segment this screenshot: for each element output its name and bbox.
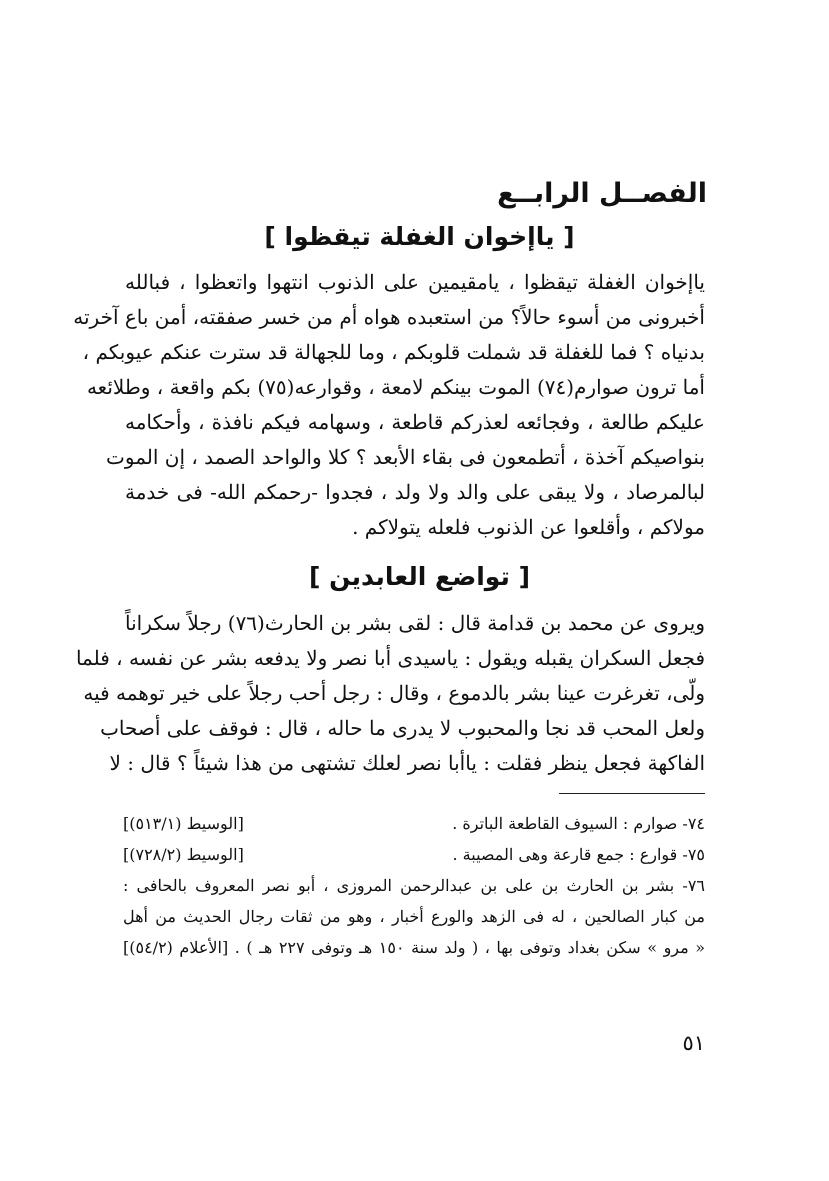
footnote-text: ٧٥- قوارع : جمع قارعة وهى المصيبة . (452, 845, 705, 864)
text-line: مولاكم ، وأقلعوا عن الذنوب فلعله يتولاكم . (352, 515, 705, 539)
footnote-76-line: من كبار الصالحين ، له فى الزهد والورع أخبار ، وهو من ثقات رجال الحديث من أهل (123, 907, 705, 926)
page-number: ٥١ (682, 1031, 705, 1055)
text-line: أما ترون صوارم(٧٤) الموت بينكم لامعة ، وقوارعه(٧٥) بكم واقعة ، وطلائعه (86, 375, 705, 399)
footnote-76-line: ٧٦- بشر بن الحارث بن على بن عبدالرحمن المروزى ، أبو نصر المعروف بالحافى : (123, 876, 705, 895)
section-heading-humility: [ تواضع العابدين ] (309, 562, 530, 591)
text-line: بدنياه ؟ فما للغفلة قد شملت قلوبكم ، وما للجهالة قد سترت عنكم عيوبكم ، (82, 340, 705, 364)
section-heading-wake-up: [ ياإخوان الغفلة تيقظوا ] (264, 222, 575, 251)
text-line: لبالمرصاد ، ولا يبقى على والد ولا ولد ، فجدوا -رحمكم الله- فى خدمة (125, 480, 705, 504)
footnote-75 (123, 839, 705, 870)
paragraph-wake-up (73, 265, 705, 545)
text-line: بنواصيكم آخذة ، أتطمعون فى بقاء الأبعد ؟ كلا والواحد الصمد ، إن الموت (106, 445, 705, 469)
text-line: ياإخوان الغفلة تيقظوا ، يامقيمين على الذنوب انتهوا واتعظوا ، فبالله (125, 270, 705, 294)
footnote-source: [الوسيط (٧٢٨/٢)] (123, 845, 244, 864)
text-line: أخبرونى من أسوء حالاً؟ من استعبده هواه أم من خسر صفقته، أمن باع آخرته (73, 305, 705, 329)
text-line: الفاكهة فجعل ينظر فقلت : ياأبا نصر لعلك تشتهى من هذا شيئاً ؟ قال : لا (109, 751, 705, 775)
chapter-title: الفصــل الرابــع (497, 178, 707, 209)
text-line: ولّى، تغرغرت عينا بشر بالدموع ، وقال : رجل أحب رجلاً على خير توهمه فيه (83, 681, 705, 705)
footnotes (123, 808, 705, 963)
footnote-76-line: « مرو » سكن بغداد وتوفى بها ، ( ولد سنة ١٥٠ هـ وتوفى ٢٢٧ هـ ) . [الأعلام (٥٤/٢)] (123, 938, 706, 957)
footnote-74 (123, 808, 705, 839)
text-line: ولعل المحب قد نجا والمحبوب لا يدرى ما حاله ، قال : فوقف على أصحاب (100, 716, 705, 740)
paragraph-humility (75, 606, 706, 781)
footnote-source: [الوسيط (٥١٣/١)] (123, 814, 244, 833)
text-line: ويروى عن محمد بن قدامة قال : لقى بشر بن الحارث(٧٦) رجلاً سكراناً (125, 611, 706, 635)
text-line: فجعل السكران يقبله ويقول : ياسيدى أبا نصر ولا يدفعه بشر عن نفسه ، فلما (75, 646, 705, 670)
footnote-divider (559, 793, 705, 794)
text-line: عليكم طالعة ، وفجائعه لعذركم قاطعة ، وسهامه فيكم نافذة ، وأحكامه (125, 410, 705, 434)
footnote-text: ٧٤- صوارم : السيوف القاطعة الباترة . (452, 814, 705, 833)
